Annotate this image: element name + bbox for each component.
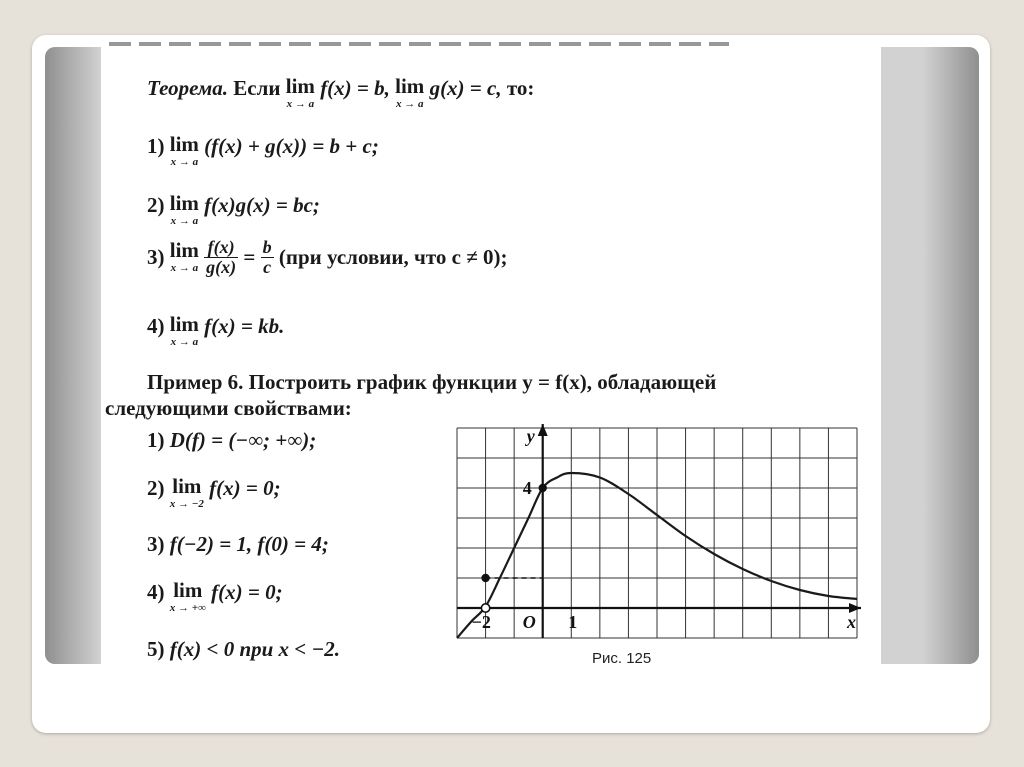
example-text: Построить график функции y = f(x), обладающей [248, 370, 717, 394]
y-axis-arrow [538, 424, 548, 436]
rule-number: 4) [147, 314, 165, 338]
origin-label: O [522, 612, 536, 632]
hyp-f: f(x) = b, [320, 76, 390, 100]
property-3: 3) f(−2) = 1, f(0) = 4; [147, 532, 329, 556]
limit-scalar: lim x → a [169, 312, 199, 348]
property-4: 4) lim x → +∞ f(x) = 0; [147, 578, 283, 614]
cropped-text-line [109, 42, 729, 46]
rule-number: 1) [147, 134, 165, 158]
graph-labels [472, 426, 856, 632]
marked-point [539, 484, 547, 492]
hyp-g: g(x) = c, [429, 76, 502, 100]
bc-fraction: $\frac{b}{c}$ [262, 237, 272, 277]
tick-label-x-neg: −2 [471, 612, 491, 632]
theorem-heading: Теорема. [147, 76, 229, 100]
limit-quotient: lim x → a [169, 238, 199, 275]
example-text-cont: следующими свойствами: [105, 396, 352, 420]
example-heading: Пример 6. [147, 370, 244, 394]
property-1: 1) D(f) = (−∞; +∞); [147, 428, 317, 452]
rule-condition: (при условии, что c ≠ 0); [278, 244, 508, 269]
theorem-tail: то: [506, 76, 535, 100]
property-2: 2) lim x → −2 f(x) = 0; [147, 474, 281, 510]
example-line-1 [147, 370, 716, 395]
grid [457, 428, 857, 638]
rule-4 [147, 314, 284, 348]
limit-at-minus-2: lim x → −2 [169, 474, 204, 510]
quotient-fraction: $\frac{f(x)}{g(x)}$ [206, 237, 237, 277]
axes [457, 424, 861, 638]
theorem-intro: Если [233, 76, 281, 100]
limit-sum: lim x → a [169, 132, 199, 168]
tick-label-y: 4 [522, 478, 532, 498]
limit-at-infinity: lim x → +∞ [169, 578, 206, 614]
rule-expression: (f(x) + g(x)) = b + c; [204, 134, 379, 158]
equals-sign: = [243, 244, 256, 269]
rule-2 [147, 193, 320, 227]
rule-3 [147, 238, 507, 277]
theorem-line [147, 76, 534, 110]
open-point [481, 604, 489, 612]
rule-1 [147, 134, 379, 168]
tick-label-x-pos: 1 [568, 612, 578, 632]
rule-number: 3) [147, 244, 165, 269]
property-5: 5) f(x) < 0 при x < −2. [147, 637, 340, 661]
rule-expression: f(x) = kb. [204, 314, 285, 338]
example-line-2 [105, 396, 352, 421]
limit-product: lim x → a [169, 191, 199, 227]
y-axis-label: y [526, 426, 535, 446]
rule-expression: f(x)g(x) = bc; [204, 193, 320, 217]
limit-f: lim x → a [285, 74, 315, 110]
marked-point [481, 574, 489, 582]
figure-caption: Рис. 125 [592, 650, 652, 667]
limit-g: lim x → a [395, 74, 425, 110]
rule-number: 2) [147, 193, 165, 217]
x-axis-label: x [847, 612, 856, 632]
function-graph [451, 422, 863, 644]
